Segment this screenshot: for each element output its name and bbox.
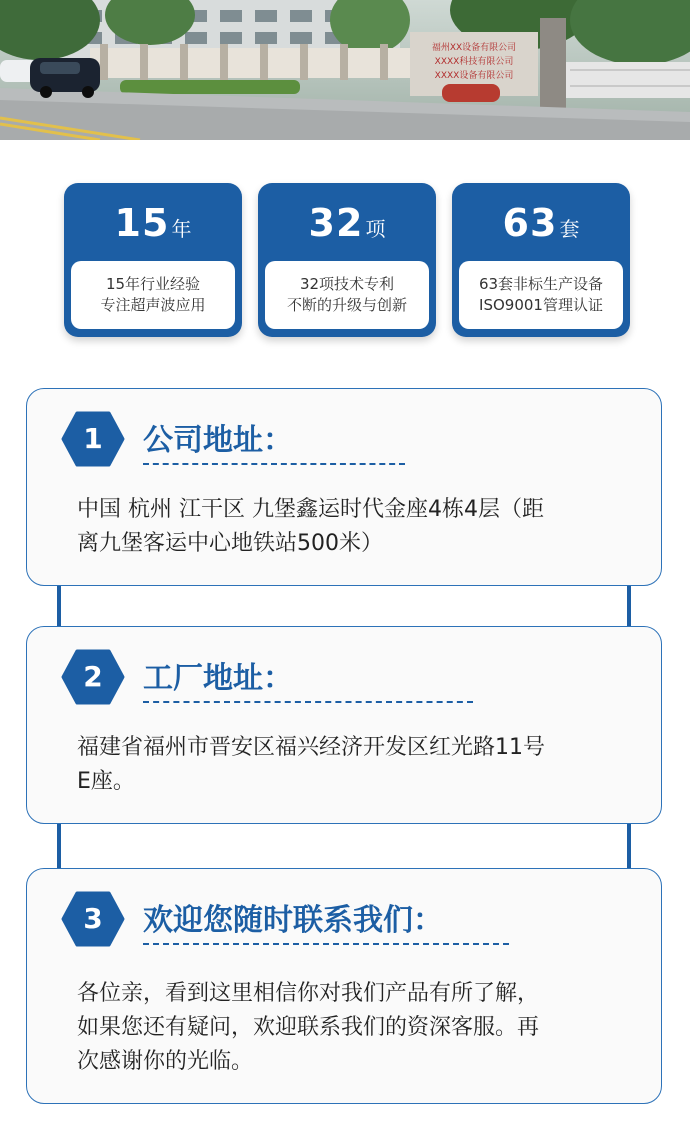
step-badge <box>61 411 125 467</box>
stats-row <box>64 183 630 337</box>
stat-card-equipment <box>452 183 630 337</box>
stat-line: 15年行业经验 <box>105 275 201 293</box>
step-number: 1 <box>83 422 103 455</box>
body-line: 离九堡客运中心地铁站500米） <box>77 531 383 556</box>
title-underline <box>143 463 405 465</box>
stat-line: ISO9001管理认证 <box>479 296 603 314</box>
title-underline <box>143 943 509 945</box>
stat-headline <box>64 201 242 245</box>
stat-unit: 项 <box>365 217 386 241</box>
stat-description <box>265 261 429 329</box>
stat-description <box>459 261 623 329</box>
sign-line-3: XXXX设备有限公司 <box>434 71 514 81</box>
contact-us-panel <box>26 868 662 1104</box>
factory-address-panel <box>26 626 662 824</box>
stat-line: 不断的升级与创新 <box>286 296 407 314</box>
stat-number: 15 <box>114 201 170 245</box>
body-line: 如果您还有疑问，欢迎联系我们的资深客服。再 <box>77 1015 540 1040</box>
body-line: 各位亲，看到这里相信你对我们产品有所了解， <box>77 981 540 1006</box>
company-address-panel <box>26 388 662 586</box>
section-body <box>77 731 637 799</box>
stat-line: 63套非标生产设备 <box>478 275 604 293</box>
body-line: 次感谢你的光临。 <box>77 1049 254 1074</box>
step-number: 3 <box>83 902 103 935</box>
title-underline <box>143 701 473 703</box>
body-line: E座。 <box>77 769 135 794</box>
step-badge <box>61 649 125 705</box>
section-title: 公司地址： <box>143 423 293 458</box>
stat-line: 32项技术专利 <box>299 275 395 293</box>
section-title: 工厂地址： <box>143 661 293 696</box>
stat-number: 32 <box>308 201 364 245</box>
stat-headline <box>258 201 436 245</box>
sign-line-2: XXXX科技有限公司 <box>434 57 514 67</box>
stat-unit: 套 <box>559 217 580 241</box>
stat-unit: 年 <box>171 217 192 241</box>
section-body <box>77 493 637 561</box>
step-number: 2 <box>83 660 103 693</box>
step-badge <box>61 891 125 947</box>
stat-card-patents <box>258 183 436 337</box>
stat-number: 63 <box>502 201 558 245</box>
section-body <box>77 977 637 1079</box>
stat-description <box>71 261 235 329</box>
header-photo <box>0 0 690 140</box>
stat-card-experience <box>64 183 242 337</box>
stat-headline <box>452 201 630 245</box>
body-line: 福建省福州市晋安区福兴经济开发区红光路11号 <box>77 735 545 760</box>
section-title: 欢迎您随时联系我们： <box>143 903 443 938</box>
stat-line: 专注超声波应用 <box>100 296 206 314</box>
body-line: 中国 杭州 江干区 九堡鑫运时代金座4栋4层（距 <box>77 497 544 522</box>
sign-line-1: 福州XX设备有限公司 <box>431 43 517 53</box>
